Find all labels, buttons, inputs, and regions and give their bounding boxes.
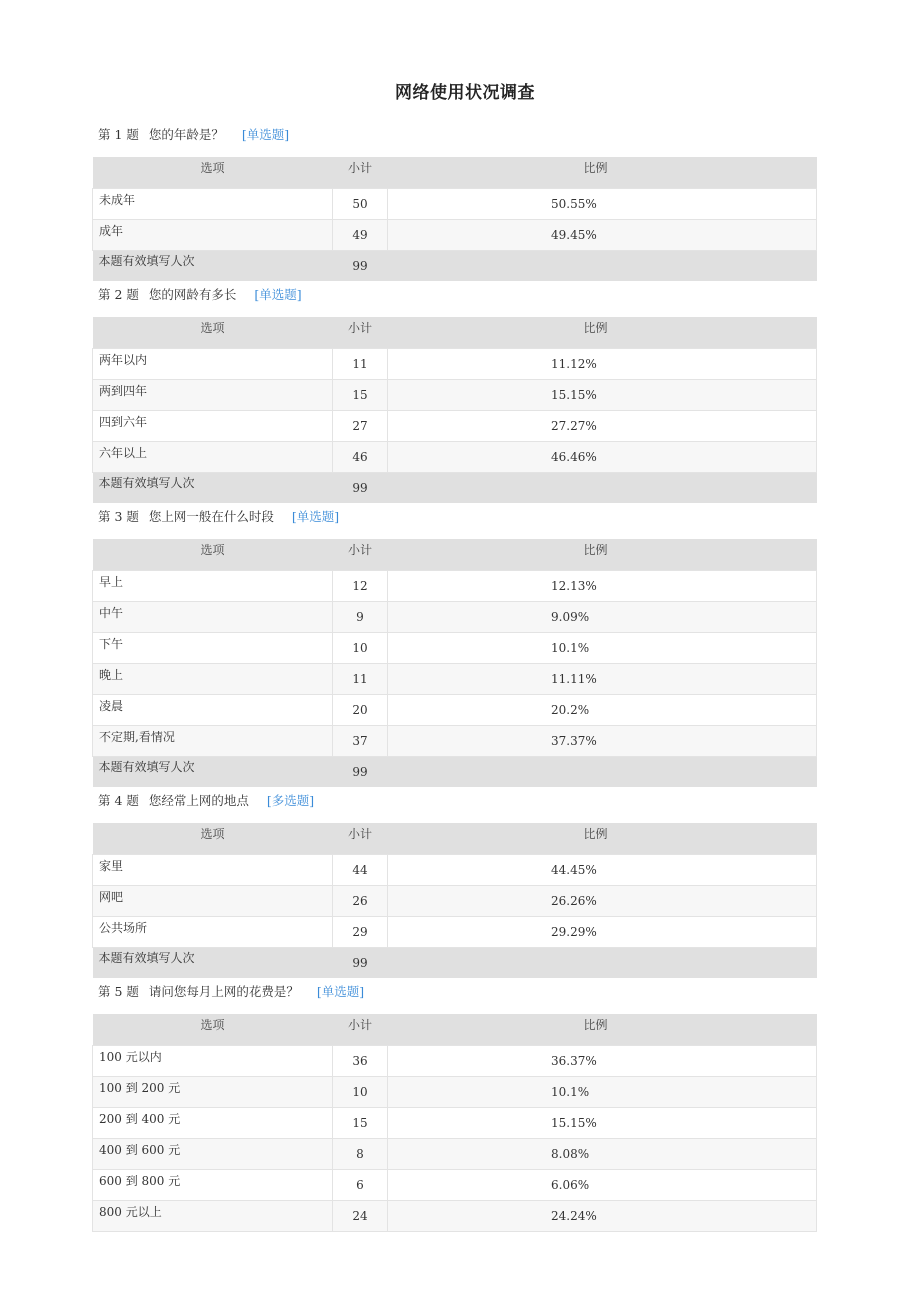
- table-row: [93, 441, 817, 472]
- count-cell: 26: [333, 885, 388, 916]
- table-header-row: [93, 317, 817, 348]
- header-ratio: 比例: [388, 539, 817, 570]
- ratio-cell: 15.15%: [388, 1107, 817, 1138]
- option-cell: 家里: [93, 854, 333, 885]
- header-option: 选项: [93, 1014, 333, 1045]
- question-text: 请问您每月上网的花费是？: [148, 984, 299, 999]
- table-row: [93, 1107, 817, 1138]
- option-cell: 800 元以上: [93, 1200, 333, 1231]
- option-cell: 四到六年: [93, 410, 333, 441]
- question-title-1: [92, 121, 816, 157]
- ratio-cell: 10.1%: [388, 632, 817, 663]
- total-label: 本题有效填写人次: [93, 756, 333, 787]
- option-cell: 下午: [93, 632, 333, 663]
- ratio-cell: 36.37%: [388, 1045, 817, 1076]
- table-row: [93, 916, 817, 947]
- survey-results: [92, 121, 816, 1232]
- ratio-cell: 24.24%: [388, 1200, 817, 1231]
- question-text: 您经常上网的地点: [148, 793, 249, 808]
- total-blank: [388, 756, 817, 787]
- ratio-cell: 44.45%: [388, 854, 817, 885]
- total-count: 99: [333, 250, 388, 281]
- question-title-2: [92, 281, 816, 317]
- header-count: 小计: [333, 157, 388, 188]
- table-row: [93, 632, 817, 663]
- question-number: 第 3 题: [98, 509, 139, 524]
- header-ratio: 比例: [388, 1014, 817, 1045]
- ratio-cell: 20.2%: [388, 694, 817, 725]
- question-table-1: [92, 157, 817, 281]
- total-count: 99: [333, 947, 388, 978]
- option-cell: 早上: [93, 570, 333, 601]
- table-row: [93, 663, 817, 694]
- table-row: [93, 1169, 817, 1200]
- table-row: [93, 601, 817, 632]
- count-cell: 6: [333, 1169, 388, 1200]
- option-cell: 网吧: [93, 885, 333, 916]
- header-count: 小计: [333, 539, 388, 570]
- ratio-cell: 27.27%: [388, 410, 817, 441]
- table-row: [93, 1200, 817, 1231]
- total-row: [93, 472, 817, 503]
- header-option: 选项: [93, 157, 333, 188]
- total-row: [93, 947, 817, 978]
- option-cell: 晚上: [93, 663, 333, 694]
- question-type-tag: [单选题]: [254, 287, 302, 302]
- question-title-5: [92, 978, 816, 1014]
- header-option: 选项: [93, 823, 333, 854]
- question-table-4: [92, 823, 817, 978]
- ratio-cell: 11.12%: [388, 348, 817, 379]
- table-row: [93, 885, 817, 916]
- total-blank: [388, 472, 817, 503]
- ratio-cell: 50.55%: [388, 188, 817, 219]
- table-row: [93, 219, 817, 250]
- table-row: [93, 410, 817, 441]
- question-text: 您的年龄是？: [148, 127, 224, 142]
- ratio-cell: 10.1%: [388, 1076, 817, 1107]
- header-option: 选项: [93, 317, 333, 348]
- ratio-cell: 46.46%: [388, 441, 817, 472]
- question-number: 第 2 题: [98, 287, 139, 302]
- ratio-cell: 11.11%: [388, 663, 817, 694]
- count-cell: 46: [333, 441, 388, 472]
- table-row: [93, 348, 817, 379]
- option-cell: 100 元以内: [93, 1045, 333, 1076]
- header-count: 小计: [333, 1014, 388, 1045]
- table-header-row: [93, 823, 817, 854]
- option-cell: 凌晨: [93, 694, 333, 725]
- total-label: 本题有效填写人次: [93, 472, 333, 503]
- question-table-3: [92, 539, 817, 787]
- question-text: 您的网龄有多长: [148, 287, 237, 302]
- table-row: [93, 1138, 817, 1169]
- question-table-5: [92, 1014, 817, 1232]
- count-cell: 15: [333, 379, 388, 410]
- header-count: 小计: [333, 317, 388, 348]
- count-cell: 49: [333, 219, 388, 250]
- count-cell: 10: [333, 1076, 388, 1107]
- ratio-cell: 29.29%: [388, 916, 817, 947]
- total-label: 本题有效填写人次: [93, 250, 333, 281]
- header-ratio: 比例: [388, 157, 817, 188]
- table-row: [93, 1076, 817, 1107]
- ratio-cell: 12.13%: [388, 570, 817, 601]
- count-cell: 20: [333, 694, 388, 725]
- question-type-tag: [多选题]: [266, 793, 315, 808]
- option-cell: 六年以上: [93, 441, 333, 472]
- table-header-row: [93, 539, 817, 570]
- option-cell: 两到四年: [93, 379, 333, 410]
- ratio-cell: 26.26%: [388, 885, 817, 916]
- table-header-row: [93, 157, 817, 188]
- ratio-cell: 6.06%: [388, 1169, 817, 1200]
- count-cell: 27: [333, 410, 388, 441]
- table-row: [93, 1045, 817, 1076]
- page-title: 网络使用状况调查: [395, 83, 535, 103]
- ratio-cell: 9.09%: [388, 601, 817, 632]
- count-cell: 9: [333, 601, 388, 632]
- ratio-cell: 8.08%: [388, 1138, 817, 1169]
- total-row: [93, 250, 817, 281]
- question-title-4: [92, 787, 816, 823]
- question-type-tag: [单选题]: [316, 984, 365, 999]
- option-cell: 公共场所: [93, 916, 333, 947]
- count-cell: 11: [333, 663, 388, 694]
- table-row: [93, 725, 817, 756]
- total-count: 99: [333, 472, 388, 503]
- header-ratio: 比例: [388, 823, 817, 854]
- option-cell: 100 到 200 元: [93, 1076, 333, 1107]
- count-cell: 24: [333, 1200, 388, 1231]
- table-row: [93, 854, 817, 885]
- header-ratio: 比例: [388, 317, 817, 348]
- count-cell: 11: [333, 348, 388, 379]
- table-header-row: [93, 1014, 817, 1045]
- question-table-2: [92, 317, 817, 503]
- total-row: [93, 756, 817, 787]
- ratio-cell: 49.45%: [388, 219, 817, 250]
- total-blank: [388, 947, 817, 978]
- table-row: [93, 694, 817, 725]
- count-cell: 15: [333, 1107, 388, 1138]
- question-type-tag: [单选题]: [291, 509, 340, 524]
- question-number: 第 1 题: [98, 127, 139, 142]
- table-row: [93, 379, 817, 410]
- question-text: 您上网一般在什么时段: [148, 509, 274, 524]
- option-cell: 不定期,看情况: [93, 725, 333, 756]
- ratio-cell: 37.37%: [388, 725, 817, 756]
- option-cell: 600 到 800 元: [93, 1169, 333, 1200]
- option-cell: 中午: [93, 601, 333, 632]
- question-number: 第 4 题: [98, 793, 139, 808]
- table-row: [93, 188, 817, 219]
- count-cell: 8: [333, 1138, 388, 1169]
- count-cell: 36: [333, 1045, 388, 1076]
- option-cell: 两年以内: [93, 348, 333, 379]
- table-row: [93, 570, 817, 601]
- option-cell: 400 到 600 元: [93, 1138, 333, 1169]
- header-count: 小计: [333, 823, 388, 854]
- total-label: 本题有效填写人次: [93, 947, 333, 978]
- total-count: 99: [333, 756, 388, 787]
- count-cell: 44: [333, 854, 388, 885]
- option-cell: 200 到 400 元: [93, 1107, 333, 1138]
- total-blank: [388, 250, 817, 281]
- count-cell: 37: [333, 725, 388, 756]
- question-number: 第 5 题: [98, 984, 139, 999]
- option-cell: 未成年: [93, 188, 333, 219]
- question-type-tag: [单选题]: [241, 127, 290, 142]
- count-cell: 50: [333, 188, 388, 219]
- count-cell: 10: [333, 632, 388, 663]
- count-cell: 12: [333, 570, 388, 601]
- option-cell: 成年: [93, 219, 333, 250]
- header-option: 选项: [93, 539, 333, 570]
- count-cell: 29: [333, 916, 388, 947]
- question-title-3: [92, 503, 816, 539]
- ratio-cell: 15.15%: [388, 379, 817, 410]
